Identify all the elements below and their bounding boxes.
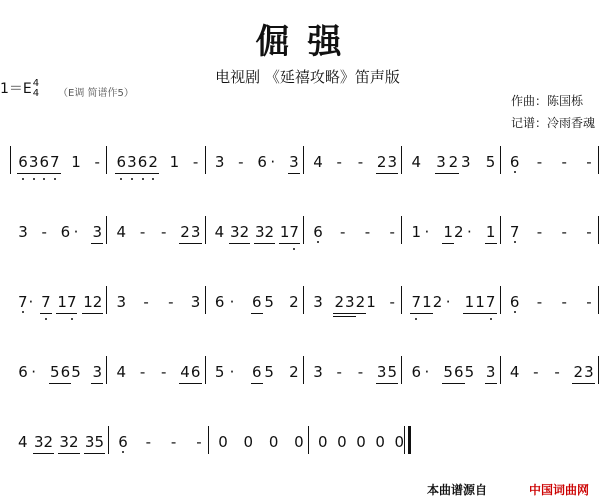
measure — [116, 222, 200, 248]
note — [231, 432, 241, 458]
dash-note: - — [161, 223, 167, 241]
note: 2 — [148, 152, 158, 178]
note: 7 — [509, 223, 520, 241]
measure — [18, 152, 102, 178]
note — [350, 222, 360, 248]
score-row — [0, 432, 615, 458]
measure — [510, 362, 594, 388]
measure — [116, 362, 200, 388]
note — [547, 292, 557, 318]
score-row — [0, 362, 615, 388]
barline — [303, 286, 304, 314]
note — [51, 292, 58, 318]
note: 3 — [486, 362, 496, 388]
note: 2 — [377, 152, 387, 178]
note — [239, 362, 249, 388]
note: 0 — [268, 433, 279, 451]
note — [522, 152, 532, 178]
measure — [215, 292, 299, 318]
note — [169, 222, 179, 248]
note: 1 — [71, 153, 81, 171]
note: 3 — [214, 153, 225, 171]
note — [433, 362, 443, 388]
dash-note: - — [586, 293, 592, 311]
note: 4 — [313, 153, 323, 171]
note: 0 — [337, 433, 347, 451]
measure — [18, 432, 104, 458]
note: 7 — [50, 152, 60, 178]
barline — [106, 216, 107, 244]
note: 4 — [180, 362, 190, 388]
note — [324, 292, 334, 318]
augmentation-dot: · — [31, 363, 36, 381]
note — [325, 222, 335, 248]
note: 5 — [50, 362, 60, 388]
note: 6 — [116, 152, 126, 178]
note — [169, 362, 179, 388]
note: 4 — [509, 363, 520, 381]
note: 1 — [169, 153, 180, 171]
augmentation-dot: · — [28, 293, 34, 311]
barline — [401, 216, 402, 244]
note: 3 — [387, 152, 397, 178]
note: 0 — [318, 433, 328, 451]
barline — [108, 426, 109, 454]
note — [131, 432, 141, 458]
note: 3 — [191, 222, 201, 248]
note — [475, 222, 485, 248]
note: 6 — [118, 433, 128, 451]
note: 2 — [432, 293, 443, 311]
note: 7 — [41, 292, 51, 318]
barline — [598, 146, 599, 174]
dash-note: - — [533, 363, 539, 381]
dash-note: - — [94, 153, 100, 171]
note: 1 — [280, 222, 290, 248]
dash-note: - — [357, 363, 364, 381]
note: 1 — [366, 293, 376, 311]
note: 3 — [377, 362, 387, 388]
note: 2 — [93, 292, 103, 318]
barline — [401, 146, 402, 174]
measure — [218, 432, 304, 458]
note: 2 — [453, 223, 464, 241]
note — [281, 432, 291, 458]
time-top: 4 — [32, 78, 40, 89]
note: 6 — [252, 292, 262, 318]
note: 1 — [411, 223, 422, 241]
note: 3 — [18, 223, 28, 241]
note: 2 — [240, 222, 250, 248]
note — [239, 292, 249, 318]
dash-note: - — [336, 363, 342, 381]
note — [129, 292, 139, 318]
measure — [313, 292, 397, 318]
measure — [116, 292, 200, 318]
note — [148, 222, 158, 248]
note: 0 — [243, 433, 254, 451]
note — [522, 222, 532, 248]
barline — [106, 356, 107, 384]
note: 3 — [313, 293, 323, 311]
note: 0 — [356, 433, 366, 451]
time-bottom: 4 — [32, 88, 40, 99]
measure — [18, 222, 102, 248]
note: 3 — [461, 153, 471, 171]
note — [82, 362, 92, 388]
note — [328, 432, 338, 458]
note: 0 — [294, 433, 304, 451]
measure — [215, 222, 299, 248]
note: 7 — [18, 293, 28, 311]
augmentation-dot: · — [424, 363, 430, 381]
barline — [500, 356, 501, 384]
note — [60, 152, 70, 178]
augmentation-dot: · — [445, 293, 451, 311]
note: 5 — [387, 362, 397, 388]
note — [366, 152, 376, 178]
note: 1 — [486, 222, 496, 248]
note — [563, 362, 573, 388]
dash-note: - — [139, 363, 146, 381]
dash-note: - — [389, 223, 395, 241]
final-barline — [408, 426, 411, 454]
note: 7 — [67, 292, 77, 318]
dash-note: - — [161, 363, 167, 381]
dash-note: - — [357, 153, 364, 171]
note: 6 — [39, 152, 49, 178]
note: 0 — [375, 433, 385, 451]
barline — [205, 146, 206, 174]
augmentation-dot: · — [73, 223, 79, 241]
note — [347, 432, 357, 458]
dash-note: - — [586, 153, 592, 171]
note — [520, 362, 530, 388]
note: 1 — [464, 292, 474, 318]
measure — [118, 432, 204, 458]
note — [454, 292, 464, 318]
note — [50, 222, 60, 248]
barline — [205, 286, 206, 314]
augmentation-dot: · — [466, 223, 472, 241]
dash-note: - — [536, 293, 543, 311]
note — [324, 362, 334, 388]
note — [572, 222, 582, 248]
note — [433, 222, 443, 248]
augmentation-dot: · — [229, 293, 235, 311]
augmentation-dot: · — [270, 153, 276, 171]
note: 6 — [18, 152, 28, 178]
note: 3 — [92, 222, 102, 248]
barline — [205, 216, 206, 244]
key-signature — [0, 78, 39, 99]
note: 6 — [138, 152, 148, 178]
note — [156, 432, 166, 458]
note: 4 — [116, 363, 127, 381]
measure — [215, 152, 299, 178]
note — [178, 292, 188, 318]
barline — [303, 146, 304, 174]
footer-source: 本曲谱源自 — [427, 483, 488, 497]
note: 5 — [464, 363, 475, 381]
note — [547, 152, 557, 178]
barline — [500, 286, 501, 314]
note: 4 — [18, 433, 28, 451]
barline — [303, 356, 304, 384]
score-row — [0, 292, 615, 318]
note — [375, 222, 385, 248]
dash-note: - — [168, 293, 174, 311]
note — [127, 222, 137, 248]
note: 3 — [29, 152, 39, 178]
measure — [411, 222, 495, 248]
barline — [401, 286, 402, 314]
note — [278, 152, 288, 178]
dash-note: - — [536, 223, 543, 241]
note — [181, 432, 191, 458]
note: 3 — [59, 432, 69, 458]
note: 7 — [289, 222, 299, 248]
note: 6 — [454, 362, 464, 388]
note: 2 — [448, 152, 458, 178]
note — [324, 152, 334, 178]
note — [256, 432, 266, 458]
measure — [18, 362, 102, 388]
dash-note: - — [139, 223, 146, 241]
score-title: 倔强 — [255, 22, 360, 62]
note — [547, 222, 557, 248]
note — [277, 292, 287, 318]
barline — [404, 426, 405, 454]
dash-note: - — [143, 293, 149, 311]
note: 2 — [43, 432, 53, 458]
note — [277, 362, 287, 388]
barline — [10, 146, 11, 174]
measure — [116, 152, 200, 178]
note: 1 — [57, 292, 67, 318]
measure — [313, 222, 397, 248]
note: 2 — [180, 222, 190, 248]
note: 0 — [394, 433, 405, 451]
dash-note: - — [586, 223, 592, 241]
dash-note: - — [561, 223, 567, 241]
note — [345, 152, 355, 178]
note: 4 — [214, 223, 225, 241]
note — [153, 292, 163, 318]
dash-note: - — [192, 153, 199, 171]
note: 3 — [190, 293, 201, 311]
note: 3 — [584, 362, 594, 388]
barline — [500, 216, 501, 244]
note: 7 — [486, 292, 496, 318]
note: 2 — [334, 292, 344, 318]
barline — [106, 286, 107, 314]
measure — [313, 152, 397, 178]
score-row — [0, 222, 615, 248]
barline — [598, 286, 599, 314]
note: 3 — [85, 432, 95, 458]
note: 5 — [264, 293, 274, 311]
time-signature — [33, 79, 39, 99]
note: 6 — [18, 363, 28, 381]
note — [366, 432, 376, 458]
note: 3 — [289, 152, 299, 178]
dash-note: - — [364, 223, 371, 241]
dash-note: - — [554, 363, 560, 381]
dash-note: - — [336, 153, 342, 171]
note: 7 — [411, 292, 421, 318]
dash-note: - — [389, 293, 395, 311]
measure — [510, 292, 594, 318]
note: 3 — [116, 293, 127, 311]
note: 2 — [265, 222, 275, 248]
dash-note: - — [340, 223, 346, 241]
note — [572, 152, 582, 178]
note — [127, 362, 137, 388]
dash-note: - — [170, 433, 177, 451]
note: 5 — [214, 363, 225, 381]
note: 2 — [289, 293, 299, 311]
note — [475, 362, 485, 388]
barline — [401, 356, 402, 384]
note: 5 — [94, 432, 104, 458]
dash-note: - — [536, 153, 543, 171]
measure — [318, 432, 404, 458]
note: 6 — [411, 363, 422, 381]
note — [345, 362, 355, 388]
note — [76, 292, 83, 318]
dash-note: - — [238, 153, 244, 171]
note — [541, 362, 551, 388]
dash-note: - — [561, 153, 567, 171]
note — [522, 292, 532, 318]
note — [159, 152, 169, 178]
note — [424, 152, 434, 178]
barline — [308, 426, 309, 454]
note: 3 — [255, 222, 265, 248]
barline — [598, 216, 599, 244]
note: 3 — [92, 362, 102, 388]
note — [148, 362, 158, 388]
score-subtitle: 电视剧 《延禧攻略》笛声版 — [215, 68, 400, 86]
barline — [205, 356, 206, 384]
barline — [598, 356, 599, 384]
note — [34, 292, 41, 318]
note — [29, 222, 39, 248]
note — [225, 152, 235, 178]
note: 6 — [191, 362, 201, 388]
note — [246, 152, 256, 178]
note: 3 — [313, 363, 323, 381]
dash-note: - — [41, 223, 47, 241]
note — [377, 292, 387, 318]
note — [366, 362, 376, 388]
note — [473, 152, 483, 178]
note: 2 — [289, 363, 299, 381]
measure — [411, 292, 495, 318]
measure — [411, 152, 495, 178]
note: 6 — [509, 293, 520, 311]
note: 5 — [264, 363, 274, 381]
score-row — [0, 152, 615, 178]
transcriber-credit: 记谱：冷雨香魂 — [511, 116, 596, 130]
note: 2 — [69, 432, 79, 458]
note — [385, 432, 395, 458]
note — [572, 292, 582, 318]
measure — [215, 362, 299, 388]
note: 0 — [218, 433, 228, 451]
note: 6 — [214, 293, 225, 311]
barline — [303, 216, 304, 244]
note: 3 — [127, 152, 137, 178]
key-note: （E调 简谱作5） — [58, 88, 134, 99]
note: 6 — [509, 153, 520, 171]
note: 3 — [436, 152, 446, 178]
note — [82, 152, 92, 178]
measure — [510, 222, 594, 248]
note — [180, 152, 190, 178]
note: 1 — [475, 292, 485, 318]
barline — [500, 146, 501, 174]
note: 3 — [34, 432, 44, 458]
note: 6 — [257, 153, 267, 171]
note: 6 — [60, 362, 70, 388]
note: 5 — [443, 362, 453, 388]
augmentation-dot: · — [229, 363, 235, 381]
note: 2 — [355, 292, 365, 318]
key-prefix: 1＝E — [0, 81, 32, 97]
note — [82, 222, 92, 248]
note: 6 — [313, 223, 323, 241]
augmentation-dot: · — [424, 223, 430, 241]
measure — [510, 152, 594, 178]
note: 6 — [252, 362, 262, 388]
measure — [313, 362, 397, 388]
note: 1 — [422, 292, 432, 318]
note: 5 — [485, 153, 496, 171]
note: 2 — [573, 362, 583, 388]
dash-note: - — [561, 293, 567, 311]
measure — [18, 292, 102, 318]
note: 1 — [443, 222, 453, 248]
dash-note: - — [196, 433, 202, 451]
note: 3 — [345, 292, 355, 318]
note: 4 — [116, 223, 127, 241]
note: 6 — [60, 223, 71, 241]
note: 4 — [411, 153, 422, 171]
barline — [208, 426, 209, 454]
measure — [411, 362, 495, 388]
note: 3 — [230, 222, 240, 248]
note: 5 — [71, 363, 81, 381]
barline — [106, 146, 107, 174]
composer-credit: 作曲：陈国栎 — [511, 94, 584, 108]
footer-site: 中国词曲网 — [529, 483, 590, 497]
dash-note: - — [145, 433, 152, 451]
note — [39, 362, 49, 388]
note: 1 — [83, 292, 93, 318]
